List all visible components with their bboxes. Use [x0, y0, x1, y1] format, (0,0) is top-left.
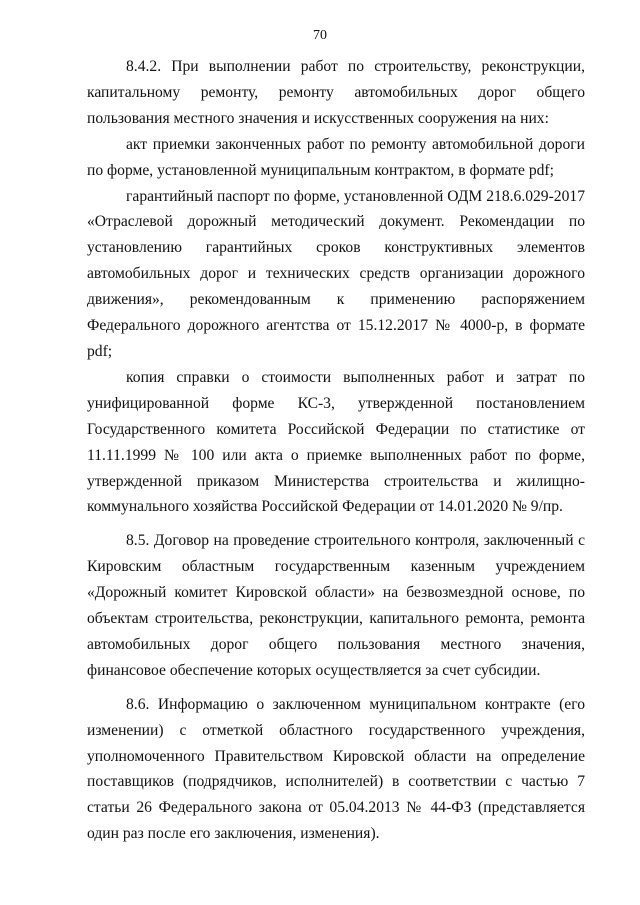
paragraph-8-4-2: 8.4.2. При выполнении работ по строительству, реконструкции, капитальному ремонту, ремонту автомобильных дорог общего пользования местного значения и искусственных сооружения на них: [87, 58, 585, 127]
document-body [87, 54, 585, 847]
paragraph-8-5: 8.5. Договор на проведение строительного контроля, заключенный с Кировским областным государственным казенным учреждением «Дорожный комитет Кировской области» на безвозмездной основе, по объектам строительства, реконструкции, капитального ремонта, ремонта автомобильных дорог общего пользования местного значения, финансовое обеспечение которых осуществляется за счет субсидии. [87, 532, 585, 679]
paragraph-ks3-copy: копия справки о стоимости выполненных работ и затрат по унифицированной форме КС-3, утвержденной постановлением Государственного комитета Российской Федерации по статистике от 11.11.1999 № 100 или акта о приемке выполненных работ по форме, утвержденной приказом Министерства строительства и жилищно-коммунального хозяйства Российской Федерации от 14.01.2020 № 9/пр. [87, 368, 585, 516]
paragraph-act-acceptance: акт приемки законченных работ по ремонту автомобильной дороги по форме, установленной муниципальным контрактом, в формате pdf; [87, 135, 585, 179]
page-number: 70 [313, 28, 327, 43]
paragraph-warranty-passport: гарантийный паспорт по форме, установленной ОДМ 218.6.029-2017 «Отраслевой дорожный методический документ. Рекомендации по установлению гарантийных сроков конструктивных элементов автомобильных дорог и технических средств организации дорожного движения», рекомендованным к применению распоряжением Федерального дорожного агентства от 15.12.2017 № 4000-р, в формате pdf; [87, 187, 585, 360]
paragraph-8-6: 8.6. Информацию о заключенном муниципальном контракте (его изменении) с отметкой областного государственного учреждения, уполномоченного Правительством Кировской области на определение поставщиков (подрядчиков, исполнителей) в соответствии с частью 7 статьи 26 Федерального закона от 05.04.2013 № 44-ФЗ (представляется один раз после его заключения, изменения). [87, 695, 585, 843]
